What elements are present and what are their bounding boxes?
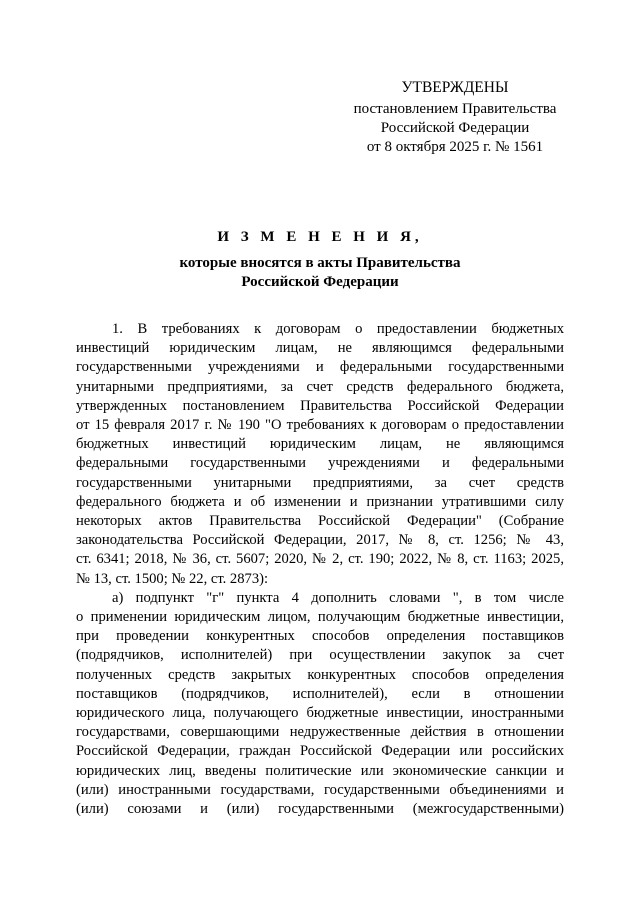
title-subtitle-line: Российской Федерации — [241, 274, 399, 290]
text-line: инвестиций юридическим лицам, не являющимся федеральными — [76, 340, 564, 357]
approval-line: от 8 октября 2025 г. № 1561 — [366, 139, 544, 155]
text-line: некоторых актов Правительства Российской Федерации" (Собрание — [76, 513, 564, 530]
text-line: федеральными государственными учреждениями и федеральными — [76, 455, 564, 472]
text-line: утвержденных постановлением Правительства Российской Федерации — [76, 397, 564, 414]
text-line: юридического лица, получающего бюджетные инвестиции, иностранными — [76, 705, 564, 722]
title-main: И З М Е Н Е Н И Я, — [217, 229, 423, 245]
text-line: унитарными предприятиями, за счет средств федерального бюджета, — [76, 378, 564, 395]
text-line: (или) иностранными государствами, государственными объединениями и — [76, 781, 564, 798]
text-line: от 15 февраля 2017 г. № 190 "О требованиях к договорам о предоставлении — [76, 417, 564, 434]
document-title — [60, 228, 580, 292]
paragraph-1 — [76, 320, 564, 589]
text-line: ст. 6341; 2018, № 36, ст. 5607; 2020, № 2, ст. 190; 2022, № 8, ст. 1163; 2025, — [76, 551, 564, 568]
text-line: при проведении конкурентных способов определения поставщиков — [76, 628, 564, 645]
text-line: бюджетных инвестиций юридическим лицам, не являющимся — [76, 436, 564, 453]
text-line: законодательства Российской Федерации, 2017, № 8, ст. 1256; № 43, — [76, 532, 564, 549]
text-line: государствами, совершающими недружественные действия в отношении — [76, 724, 564, 741]
document-body — [76, 320, 564, 819]
title-subtitle-line: которые вносятся в акты Правительства — [179, 255, 461, 271]
text-line: федерального бюджета и об изменении и признании утратившими силу — [76, 493, 564, 510]
text-line: полученных средств закрытых конкурентных способов определения — [76, 666, 564, 683]
text-line: Российской Федерации, граждан Российской Федерации или российских — [76, 743, 564, 760]
text-line: (или) союзами и (или) государственными (межгосударственными) — [76, 801, 564, 818]
text-line: о применении юридическим лицом, получающим бюджетные инвестиции, — [76, 609, 564, 626]
approval-line: постановлением Правительства — [353, 101, 557, 117]
text-line: поставщиков (подрядчиков, исполнителей), если в отношении — [76, 685, 564, 702]
paragraph-2 — [76, 589, 564, 819]
text-line: государственными унитарными предприятиями, за счет средств — [76, 474, 564, 491]
text-line: № 13, ст. 1500; № 22, ст. 2873): — [76, 570, 269, 587]
approval-heading: УТВЕРЖДЕНЫ — [401, 79, 509, 96]
approval-line: Российской Федерации — [380, 120, 530, 136]
approval-block — [330, 78, 580, 157]
text-line: государственными учреждениями и федеральными государственными — [76, 359, 564, 376]
text-line: а) подпункт "г" пункта 4 дополнить словами ", в том числе — [112, 589, 564, 606]
text-line: 1. В требованиях к договорам о предоставлении бюджетных — [112, 321, 564, 337]
text-line: юридических лиц, введены политические или экономические санкции и — [76, 762, 564, 779]
text-line: (подрядчиков, исполнителей) при осуществлении закупок за счет — [76, 647, 564, 664]
